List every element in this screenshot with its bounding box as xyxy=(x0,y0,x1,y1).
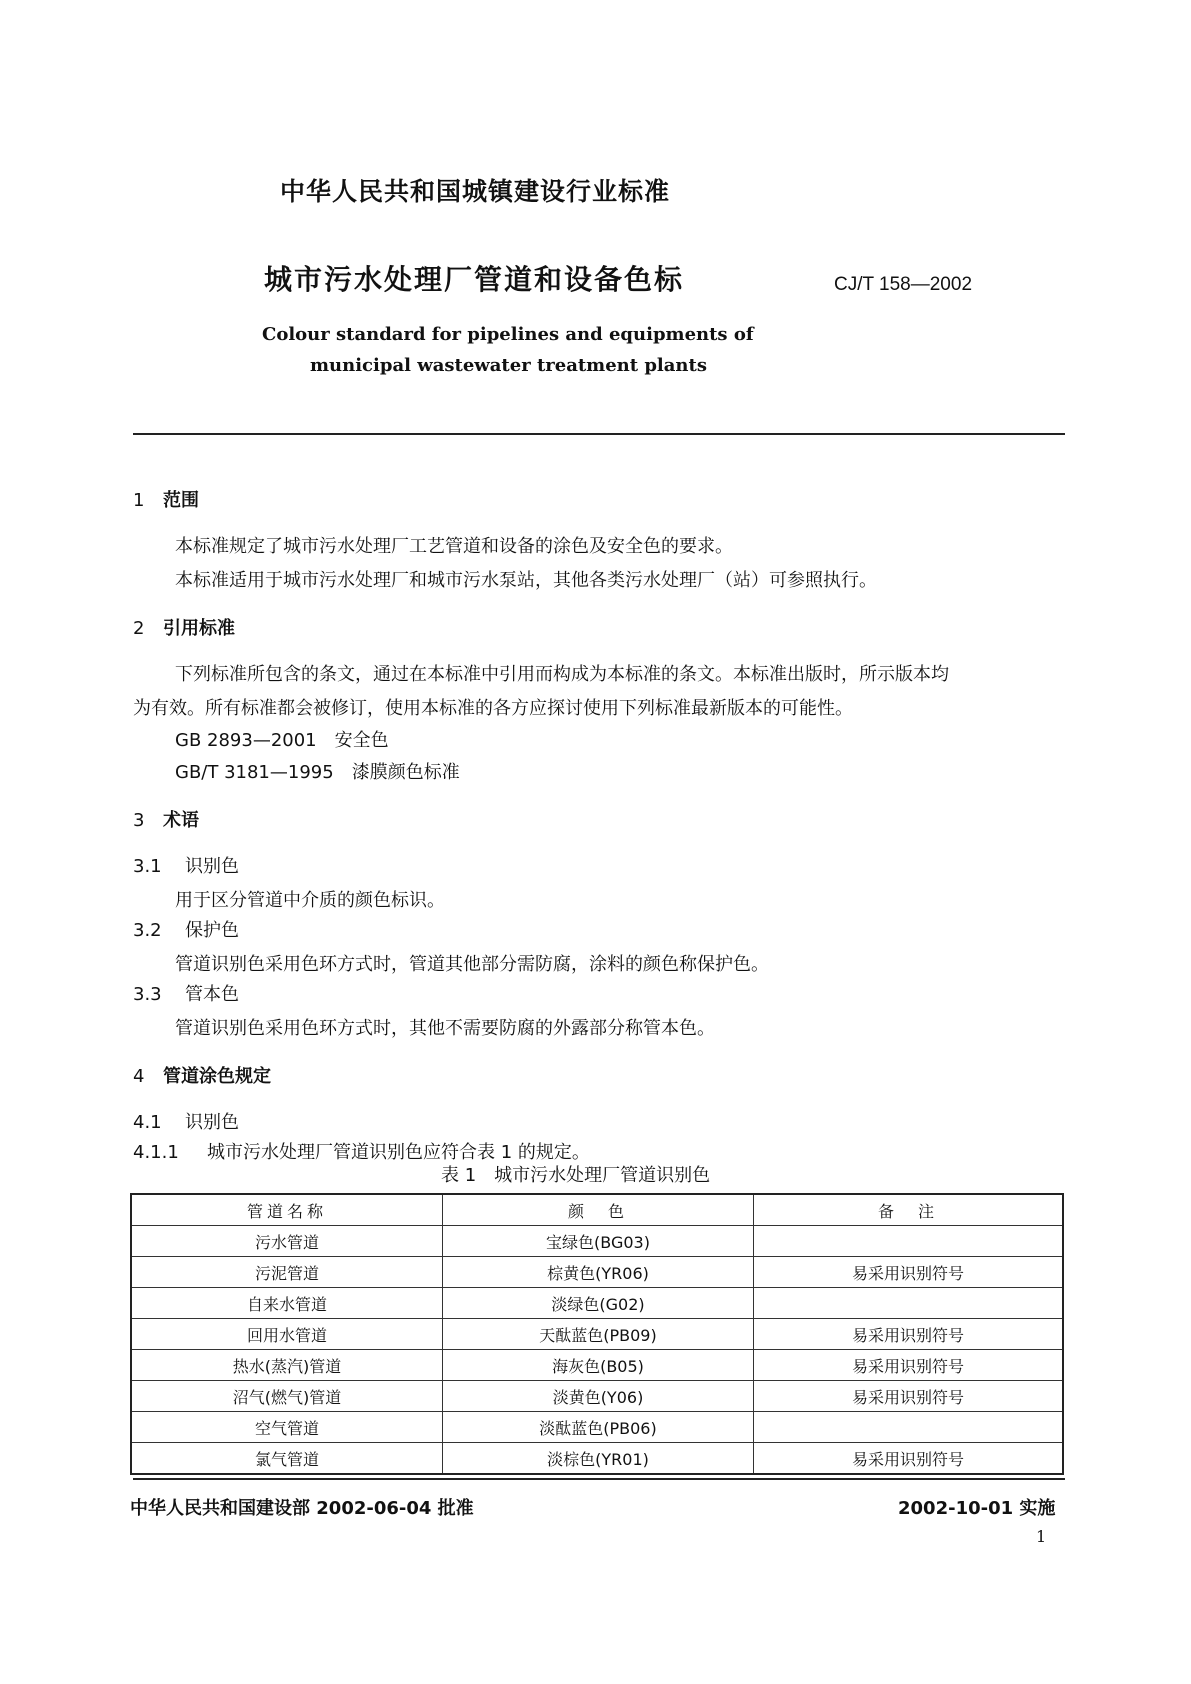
table-cell xyxy=(754,1412,1064,1443)
subsection-title: 识别色 xyxy=(185,856,239,877)
section-number: 3 xyxy=(133,810,145,831)
subsection-title: 保护色 xyxy=(185,920,239,941)
section-1-heading xyxy=(133,486,199,512)
subsection-number: 4.1.1 xyxy=(133,1142,179,1163)
table-cell: 淡黄色(Y06) xyxy=(443,1381,754,1412)
table-cell: 热水(蒸汽)管道 xyxy=(131,1350,443,1381)
table-cell: 污泥管道 xyxy=(131,1257,443,1288)
table-cell: 天酞蓝色(PB09) xyxy=(443,1319,754,1350)
table-cell: 宝绿色(BG03) xyxy=(443,1226,754,1257)
document-code: CJ/T 158—2002 xyxy=(834,274,973,295)
table-row xyxy=(131,1350,1063,1381)
subsection-number: 4.1 xyxy=(133,1112,162,1133)
column-header: 颜 色 xyxy=(443,1194,754,1226)
section-title: 范围 xyxy=(163,490,199,511)
subsection-3-2 xyxy=(133,916,239,942)
table-row xyxy=(131,1412,1063,1443)
table-row xyxy=(131,1257,1063,1288)
table-cell: 易采用识别符号 xyxy=(754,1257,1064,1288)
table-cell: 淡酞蓝色(PB06) xyxy=(443,1412,754,1443)
section-number: 4 xyxy=(133,1066,145,1087)
subsection-title: 识别色 xyxy=(185,1112,239,1133)
subsection-number: 3.2 xyxy=(133,920,162,941)
paragraph: 管道识别色采用色环方式时，管道其他部分需防腐，涂料的颜色称保护色。 xyxy=(175,954,769,975)
section-title: 术语 xyxy=(163,810,199,831)
implementation-date: 2002-10-01 实施 xyxy=(898,1498,1056,1519)
subsection-title: 管本色 xyxy=(185,984,239,1005)
paragraph: 下列标准所包含的条文，通过在本标准中引用而构成为本标准的条文。本标准出版时，所示版本均 xyxy=(175,664,949,685)
table-cell: 棕黄色(YR06) xyxy=(443,1257,754,1288)
english-title-line-1: Colour standard for pipelines and equipments of xyxy=(262,324,754,345)
table-row xyxy=(131,1226,1063,1257)
approval-line: 中华人民共和国建设部 2002-06-04 批准 xyxy=(130,1498,474,1519)
section-4-heading xyxy=(133,1062,271,1088)
table-caption: 表 1 城市污水处理厂管道识别色 xyxy=(441,1165,711,1186)
column-header: 管道名称 xyxy=(131,1194,443,1226)
pipeline-color-table xyxy=(130,1193,1064,1475)
table-cell xyxy=(754,1288,1064,1319)
table-cell: 易采用识别符号 xyxy=(754,1319,1064,1350)
table-row xyxy=(131,1381,1063,1412)
paragraph: 为有效。所有标准都会被修订，使用本标准的各方应探讨使用下列标准最新版本的可能性。 xyxy=(133,698,853,719)
paragraph: 用于区分管道中介质的颜色标识。 xyxy=(175,890,445,911)
paragraph: 本标准适用于城市污水处理厂和城市污水泵站，其他各类污水处理厂（站）可参照执行。 xyxy=(175,570,877,591)
table-cell: 污水管道 xyxy=(131,1226,443,1257)
section-title: 引用标准 xyxy=(163,618,235,639)
subsection-number: 3.3 xyxy=(133,984,162,1005)
table-cell: 淡棕色(YR01) xyxy=(443,1443,754,1475)
reference-item: GB/T 3181—1995 漆膜颜色标准 xyxy=(175,762,460,783)
footer-divider xyxy=(133,1478,1065,1480)
paragraph: 本标准规定了城市污水处理厂工艺管道和设备的涂色及安全色的要求。 xyxy=(175,536,733,557)
subsection-3-1 xyxy=(133,852,239,878)
table-row xyxy=(131,1443,1063,1475)
paragraph: 管道识别色采用色环方式时，其他不需要防腐的外露部分称管本色。 xyxy=(175,1018,715,1039)
section-2-heading xyxy=(133,614,235,640)
header-divider xyxy=(133,433,1065,435)
subsection-3-3 xyxy=(133,980,239,1006)
table-cell: 易采用识别符号 xyxy=(754,1381,1064,1412)
table-cell: 淡绿色(G02) xyxy=(443,1288,754,1319)
subsection-4-1 xyxy=(133,1108,239,1134)
table-cell: 沼气(燃气)管道 xyxy=(131,1381,443,1412)
reference-item: GB 2893—2001 安全色 xyxy=(175,730,389,751)
issuer-heading: 中华人民共和国城镇建设行业标准 xyxy=(280,177,671,206)
table-row xyxy=(131,1288,1063,1319)
table-row xyxy=(131,1319,1063,1350)
table-cell xyxy=(754,1226,1064,1257)
column-header: 备 注 xyxy=(754,1194,1064,1226)
table-cell: 回用水管道 xyxy=(131,1319,443,1350)
table-cell: 易采用识别符号 xyxy=(754,1350,1064,1381)
section-3-heading xyxy=(133,806,199,832)
table-cell: 易采用识别符号 xyxy=(754,1443,1064,1475)
subsection-text: 城市污水处理厂管道识别色应符合表 1 的规定。 xyxy=(207,1142,590,1163)
section-number: 2 xyxy=(133,618,145,639)
table-cell: 自来水管道 xyxy=(131,1288,443,1319)
page-number: 1 xyxy=(1036,1527,1047,1546)
section-title: 管道涂色规定 xyxy=(163,1066,271,1087)
table-cell: 海灰色(B05) xyxy=(443,1350,754,1381)
table-cell: 氯气管道 xyxy=(131,1443,443,1475)
table-cell: 空气管道 xyxy=(131,1412,443,1443)
subsection-number: 3.1 xyxy=(133,856,162,877)
english-title-line-2: municipal wastewater treatment plants xyxy=(310,355,707,376)
section-number: 1 xyxy=(133,490,145,511)
document-title: 城市污水处理厂管道和设备色标 xyxy=(264,263,685,296)
table-header-row xyxy=(131,1194,1063,1226)
